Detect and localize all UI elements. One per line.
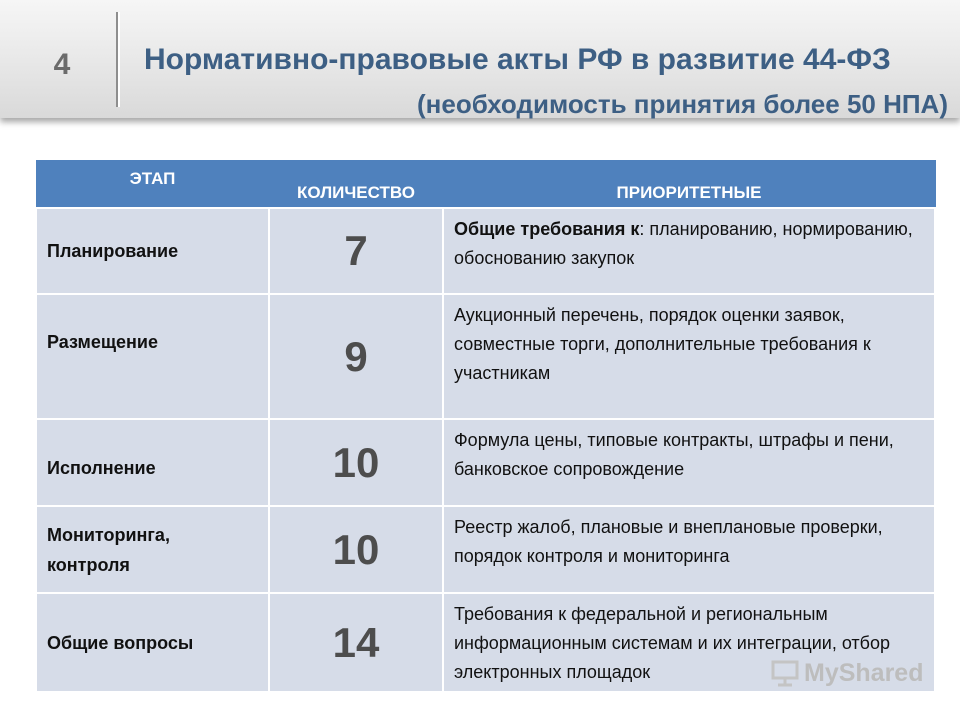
stage-cell: Размещение xyxy=(36,294,269,419)
column-header-stage: ЭТАП xyxy=(36,161,269,209)
slide-title: Нормативно-правовые акты РФ в развитие 44-ФЗ xyxy=(144,43,891,76)
header-divider xyxy=(116,12,120,107)
count-cell: 9 xyxy=(269,294,443,419)
priority-cell: Требования к федеральной и региональным информационным системам и их интеграции, отбор электронных площадок xyxy=(443,593,935,692)
priority-text: : планированию, нормированию, обоснованию закупок xyxy=(454,219,913,268)
priority-cell: Аукционный перечень, порядок оценки заявок, совместные торги, дополнительные требования к участникам xyxy=(443,294,935,419)
priority-cell: Формула цены, типовые контракты, штрафы и пени, банковское сопровождение xyxy=(443,419,935,506)
priority-lead: Общие требования к xyxy=(454,219,640,239)
table-row xyxy=(36,208,935,294)
priority-cell xyxy=(443,208,935,294)
stage-cell: Мониторинга, контроля xyxy=(36,506,269,593)
table-row xyxy=(36,419,935,506)
count-cell: 7 xyxy=(269,208,443,294)
count-cell: 10 xyxy=(269,506,443,593)
npa-table xyxy=(35,160,936,693)
watermark-text: MyShared xyxy=(804,658,924,687)
presentation-icon xyxy=(770,658,800,688)
slide-subtitle: (необходимость принятия более 50 НПА) xyxy=(417,89,948,119)
count-cell: 10 xyxy=(269,419,443,506)
stage-cell: Общие вопросы xyxy=(36,593,269,692)
column-header-count: КОЛИЧЕСТВО xyxy=(269,161,443,209)
slide-number: 4 xyxy=(53,48,71,81)
count-cell: 14 xyxy=(269,593,443,692)
table-row xyxy=(36,294,935,419)
column-header-priority: ПРИОРИТЕТНЫЕ xyxy=(443,161,935,209)
myshared-watermark xyxy=(770,655,923,691)
priority-cell: Реестр жалоб, плановые и внеплановые проверки, порядок контроля и мониторинга xyxy=(443,506,935,593)
stage-cell: Исполнение xyxy=(36,419,269,506)
table-header-row xyxy=(36,161,935,209)
table-row xyxy=(36,506,935,593)
slide-header xyxy=(0,0,960,118)
stage-cell: Планирование xyxy=(36,208,269,294)
